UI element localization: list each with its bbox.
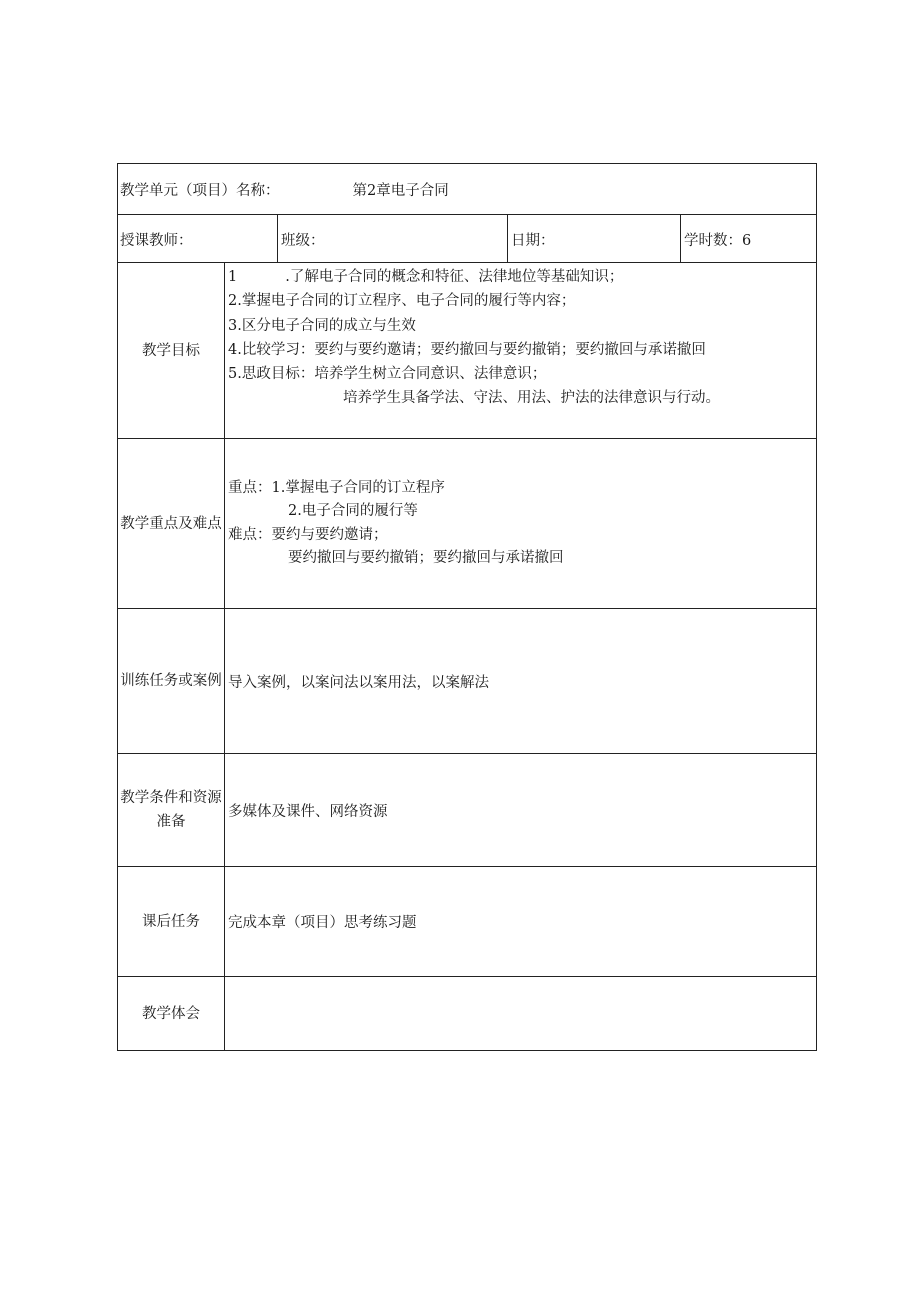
table-border-bottom <box>117 1050 817 1051</box>
table-border-right <box>816 163 817 1051</box>
key-point-line: 重点：1.掌握电子合同的订立程序 <box>228 479 445 496</box>
hours-cell <box>681 215 816 263</box>
objective-line: 4.比较学习：要约与要约邀请；要约撤回与要约撤销；要约撤回与承诺撤回 <box>228 341 706 358</box>
resources-content: 多媒体及课件、网络资源 <box>228 803 388 820</box>
reflection-content <box>225 977 816 1050</box>
date-cell <box>508 215 680 263</box>
objectives-label: 教学目标 <box>142 342 200 359</box>
key-point-line: 要约撤回与要约撤销；要约撤回与承诺撤回 <box>288 550 564 566</box>
unit-name-value: 第2章电子合同 <box>352 182 449 199</box>
homework-content: 完成本章（项目）思考练习题 <box>228 915 417 931</box>
key-point-line: 难点：要约与要约邀请； <box>228 526 388 543</box>
key-points-content <box>225 439 816 608</box>
key-point-line: 2.电子合同的履行等 <box>288 503 418 519</box>
date-label: 日期： <box>511 232 555 249</box>
training-label: 训练任务或案例 <box>120 673 222 689</box>
teacher-cell <box>117 215 277 263</box>
unit-name-row <box>117 163 817 215</box>
resources-label: 教学条件和资源准备 <box>120 790 222 830</box>
reflection-label: 教学体会 <box>142 1005 200 1022</box>
objective-line: 3.区分电子合同的成立与生效 <box>228 317 416 334</box>
class-cell <box>278 215 507 263</box>
hours-label: 学时数：6 <box>684 232 752 249</box>
objective-line: 5.思政目标：培养学生树立合同意识、法律意识； <box>228 366 547 383</box>
objective-line: 培养学生具备学法、守法、用法、护法的法律意识与行动。 <box>343 390 720 407</box>
homework-label: 课后任务 <box>142 913 200 930</box>
training-content: 导入案例，以案问法以案用法，以案解法 <box>228 674 489 691</box>
objective-line: 2.掌握电子合同的订立程序、电子合同的履行等内容； <box>228 293 576 310</box>
key-points-label: 教学重点及难点 <box>120 515 222 532</box>
class-label: 班级： <box>281 232 325 249</box>
objectives-content <box>225 263 816 438</box>
teacher-label: 授课教师： <box>120 232 193 249</box>
objective-line: 1 .了解电子合同的概念和特征、法律地位等基础知识； <box>228 269 624 285</box>
lesson-plan-table <box>117 163 817 1051</box>
unit-name-label: 教学单元（项目）名称： <box>120 182 280 199</box>
